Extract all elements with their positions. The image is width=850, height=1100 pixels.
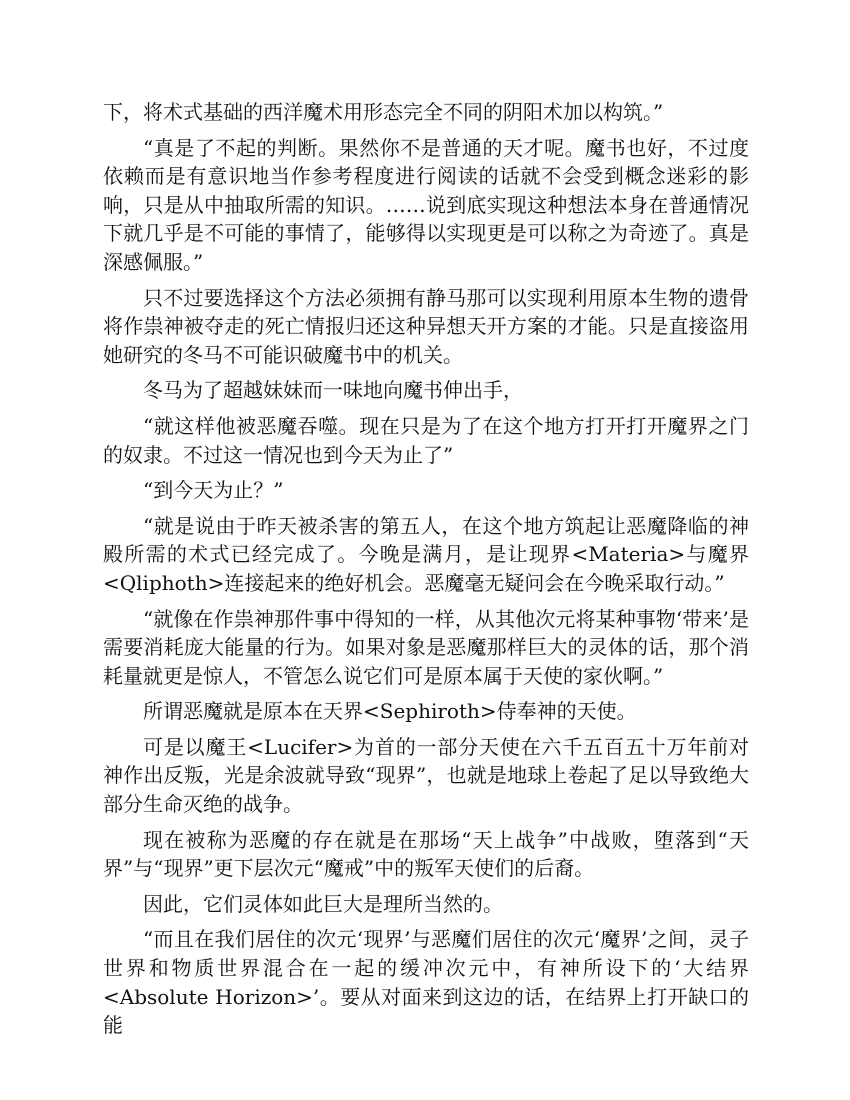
paragraph: 只不过要选择这个方法必须拥有静马那可以实现利用原本生物的遗骨将作祟神被夺走的死亡情报归还这种异想天开方案的才能。只是直接盗用她研究的冬马不可能识破魔书中的机关。 — [103, 285, 749, 367]
paragraph: “真是了不起的判断。果然你不是普通的天才呢。魔书也好，不过度依赖而是有意识地当作参考程度进行阅读的话就不会受到概念迷彩的影响，只是从中抽取所需的知识。……说到底实现这种想法本身在普通情况下就几乎是不可能的事情了，能够得以实现更是可以称之为奇迹了。真是深感佩服。” — [103, 135, 749, 274]
paragraph: “到今天为止？” — [143, 478, 284, 503]
paragraph: “就这样他被恶魔吞噬。现在只是为了在这个地方打开打开魔界之门的奴隶。不过这一情况也到今天为止了” — [103, 413, 749, 467]
paragraph: “就是说由于昨天被杀害的第五人，在这个地方筑起让恶魔降临的神殿所需的术式已经完成了。今晚是满月，是让现界<Materia>与魔界<Qliphoth>连接起来的绝好机会。恶魔毫无疑问会在今晚采取行动。” — [103, 513, 749, 595]
paragraph: 可是以魔王<Lucifer>为首的一部分天使在六千五百五十万年前对神作出反叛，光是余波就导致“现界”，也就是地球上卷起了足以导致绝大部分生命灭绝的战争。 — [103, 734, 749, 817]
paragraph: “就像在作祟神那件事中得知的一样，从其他次元将某种事物‘带来’是需要消耗庞大能量的行为。如果对象是恶魔那样巨大的灵体的话，那个消耗量就更是惊人，不管怎么说它们可是原本属于天使的家伙啊。” — [103, 606, 749, 688]
body-text — [103, 98, 749, 1047]
paragraph: 现在被称为恶魔的存在就是在那场“天上战争”中战败，堕落到“天界”与“现界”更下层次元“魔戒”中的叛军天使们的后裔。 — [103, 827, 749, 881]
paragraph: 冬马为了超越妹妹而一味地向魔书伸出手， — [143, 378, 523, 403]
paragraph: “而且在我们居住的次元‘现界’与恶魔们居住的次元‘魔界’之间，灵子世界和物质世界混合在一起的缓冲次元中，有神所设下的‘大结界<Absolute Horizon>’。要从对面来到这边的话，在结界上打开缺口的能 — [103, 927, 749, 1038]
paragraph: 下，将术式基础的西洋魔术用形态完全不同的阴阳术加以构筑。” — [103, 100, 664, 124]
paragraph: 因此，它们灵体如此巨大是理所当然的。 — [143, 891, 503, 916]
paragraph: 所谓恶魔就是原本在天界<Sephiroth>侍奉神的天使。 — [143, 699, 637, 724]
